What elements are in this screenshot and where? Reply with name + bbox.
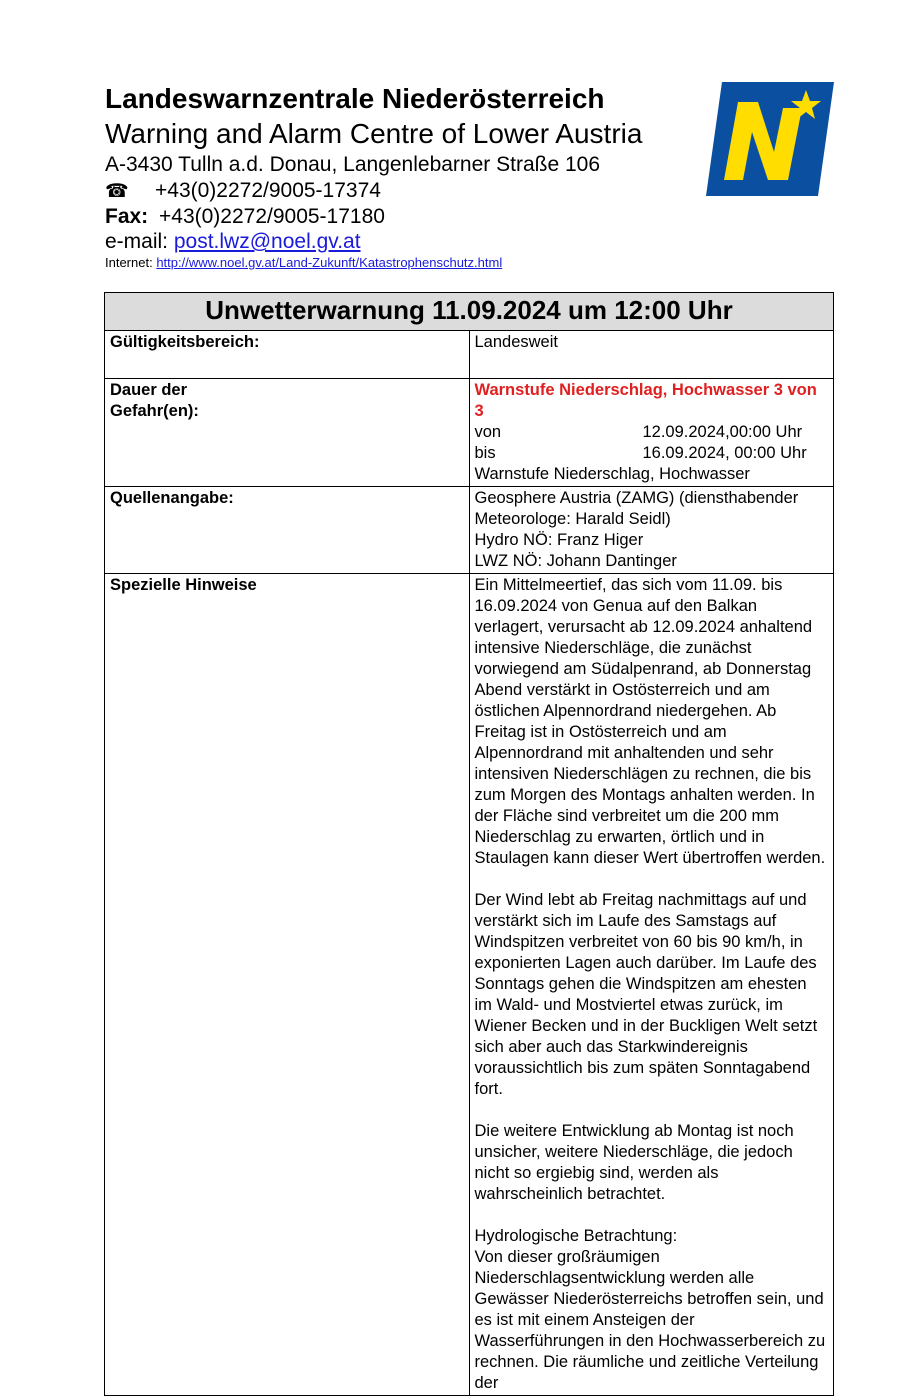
notes-value bbox=[469, 574, 834, 1396]
fax-label: Fax: bbox=[105, 205, 149, 228]
fax-line bbox=[105, 204, 385, 230]
phone-line bbox=[105, 178, 381, 205]
phone-number: +43(0)2272/9005-17374 bbox=[155, 179, 381, 202]
to-value: 16.09.2024, 00:00 Uhr bbox=[642, 444, 807, 462]
fax-number: +43(0)2272/9005-17180 bbox=[159, 205, 385, 228]
warning-title: Unwetterwarnung 11.09.2024 um 12:00 Uhr bbox=[105, 293, 834, 331]
notes-paragraph: Ein Mittelmeertief, das sich vom 11.09. bis 16.09.2024 von Genua auf den Balkan verlagert, verursacht ab 12.09.2024 anhaltend intensive Niederschläge, die zunächst vorwiegend am Südalpenrand, ab Donnerstag Abend verstärkt in Ostösterreich und am östlichen Alpennordrand niedergehen. Ab Freitag ist in Ostösterreich und am Alpennordrand mit anhaltenden und sehr intensiven Niederschlägen zu rechnen, die bis zum Morgen des Montags anhalten werden. In der Fläche sind verbreitet um die 200 mm Niederschlag zu erwarten, örtlich und in Staulagen kann dieser Wert übertroffen werden. bbox=[474, 576, 826, 867]
internet-link[interactable]: http://www.noel.gv.at/Land-Zukunft/Katastrophenschutz.html bbox=[156, 255, 503, 270]
org-name: Landeswarnzentrale Niederösterreich bbox=[105, 83, 605, 114]
warning-table bbox=[104, 292, 834, 1396]
email-line bbox=[105, 229, 361, 255]
duration-row bbox=[105, 379, 834, 487]
hydro-title: Hydrologische Betrachtung: bbox=[474, 1227, 678, 1245]
validity-label: Gültigkeitsbereich: bbox=[105, 331, 470, 379]
email-link[interactable]: post.lwz@noel.gv.at bbox=[173, 230, 361, 253]
warn-level: Warnstufe Niederschlag, Hochwasser 3 von 3 bbox=[474, 381, 817, 420]
to-line bbox=[475, 443, 829, 464]
from-line bbox=[475, 422, 829, 443]
validity-value: Landesweit bbox=[469, 331, 834, 379]
email-label: e-mail: bbox=[105, 230, 169, 253]
internet-label: Internet: bbox=[105, 255, 153, 270]
lower-austria-logo bbox=[706, 82, 834, 196]
from-value: 12.09.2024,00:00 Uhr bbox=[642, 423, 803, 441]
duration-label-line2: Gefahr(en): bbox=[110, 402, 199, 420]
telephone-icon: ☎ bbox=[105, 181, 129, 202]
duration-value bbox=[469, 379, 834, 487]
org-name-en: Warning and Alarm Centre of Lower Austria bbox=[105, 118, 643, 149]
notes-paragraph: Die weitere Entwicklung ab Montag ist noch unsicher, weitere Niederschläge, die jedoch nicht so ergiebig sind, werden als wahrscheinlich betrachtet. bbox=[474, 1122, 794, 1203]
from-label: von bbox=[474, 423, 502, 441]
notes-row bbox=[105, 574, 834, 1396]
source-row bbox=[105, 487, 834, 574]
to-label: bis bbox=[474, 444, 496, 462]
source-line: LWZ NÖ: Johann Dantinger bbox=[474, 552, 677, 570]
notes-paragraph: Von dieser großräumigen Niederschlagsentwicklung werden alle Gewässer Niederösterreichs betroffen sein, und es ist mit einem Ansteigen der Wasserführungen in den Hochwasserbereich zu rechnen. Die räumliche und zeitliche Verteilung der bbox=[474, 1248, 826, 1392]
source-label: Quellenangabe: bbox=[105, 487, 470, 574]
source-line: Hydro NÖ: Franz Higer bbox=[474, 531, 644, 549]
notes-label: Spezielle Hinweise bbox=[105, 574, 470, 1396]
duration-label bbox=[105, 379, 470, 487]
duration-label-line1: Dauer der bbox=[110, 381, 188, 399]
internet-line bbox=[105, 255, 502, 271]
address: A-3430 Tulln a.d. Donau, Langenlebarner Straße 106 bbox=[105, 153, 601, 176]
warn-type: Warnstufe Niederschlag, Hochwasser bbox=[474, 465, 750, 483]
source-value bbox=[469, 487, 834, 574]
source-line: Geosphere Austria (ZAMG) (diensthabender Meteorologe: Harald Seidl) bbox=[474, 489, 799, 528]
validity-row bbox=[105, 331, 834, 379]
notes-paragraph: Der Wind lebt ab Freitag nachmittags auf und verstärkt sich im Laufe des Samstags auf Windspitzen verbreitet von 60 bis 90 km/h, in exponierten Lagen auch darüber. Im Laufe des Sonntags gehen die Windspitzen am ehesten im Wald- und Mostviertel etwas zurück, im Wiener Becken und in der Buckligen Welt setzt sich aber auch das Starkwindereignis voraussichtlich bis zum späten Sonntagabend fort. bbox=[474, 891, 818, 1098]
